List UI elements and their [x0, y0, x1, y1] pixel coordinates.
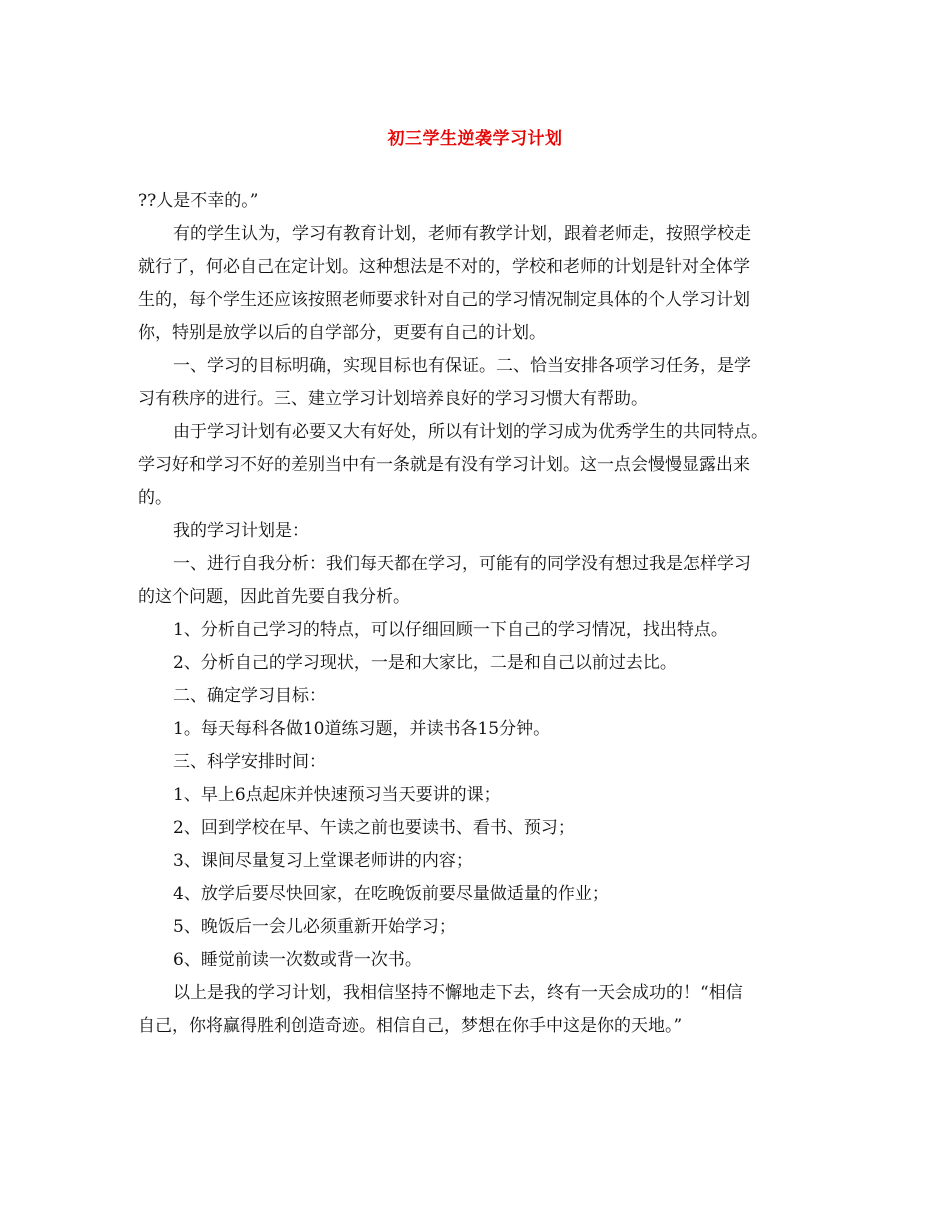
text-line: 三、科学安排时间：: [173, 752, 326, 772]
text-line: 就行了，何必自己在定计划。这种想法是不对的，学校和老师的计划是针对全体学: [138, 257, 750, 277]
text-line: 2、分析自己的学习现状，一是和大家比，二是和自己以前过去比。: [173, 653, 677, 673]
text-line: 自己，你将赢得胜利创造奇迹。相信自己，梦想在你手中这是你的天地。”: [138, 1016, 683, 1036]
text-line: 生的，每个学生还应该按照老师要求针对自己的学习情况制定具体的个人学习计划: [138, 290, 750, 310]
text-line: 1。每天每科各做10道练习题，并读书各15分钟。: [173, 719, 551, 739]
text-line: 我的学习计划是：: [173, 521, 309, 541]
text-line: 一、学习的目标明确，实现目标也有保证。二、恰当安排各项学习任务，是学: [173, 356, 751, 376]
text-line: 的这个问题，因此首先要自我分析。: [138, 587, 410, 607]
text-line: 一、进行自我分析：我们每天都在学习，可能有的同学没有想过我是怎样学习: [173, 554, 751, 574]
text-line: 由于学习计划有必要又大有好处，所以有计划的学习成为优秀学生的共同特点。: [173, 422, 768, 442]
text-line: 1、分析自己学习的特点，可以仔细回顾一下自己的学习情况，找出特点。: [173, 620, 728, 640]
text-line: 5、晚饭后一会儿必须重新开始学习；: [173, 917, 456, 937]
document-body: [138, 185, 828, 1043]
text-line: 2、回到学校在早、午读之前也要读书、看书、预习；: [173, 818, 575, 838]
text-line: 习有秩序的进行。三、建立学习计划培养良好的学习习惯大有帮助。: [138, 389, 648, 409]
text-line: 你，特别是放学以后的自学部分，更要有自己的计划。: [138, 323, 546, 343]
text-line: 3、课间尽量复习上堂课老师讲的内容；: [173, 851, 473, 871]
text-line: 二、确定学习目标：: [173, 686, 326, 706]
text-line: 的。: [138, 488, 172, 508]
text-line: 6、睡觉前读一次数或背一次书。: [173, 950, 422, 970]
text-line: 4、放学后要尽快回家，在吃晚饭前要尽量做适量的作业；: [173, 884, 609, 904]
text-line: 以上是我的学习计划，我相信坚持不懈地走下去，终有一天会成功的！“相信: [173, 983, 743, 1003]
document-title: 初三学生逆袭学习计划: [387, 129, 563, 149]
text-line: ??人是不幸的。”: [138, 191, 259, 211]
text-line: 学习好和学习不好的差别当中有一条就是有没有学习计划。这一点会慢慢显露出来: [138, 455, 750, 475]
text-line: 1、早上6点起床并快速预习当天要讲的课；: [173, 785, 501, 805]
text-line: 有的学生认为，学习有教育计划，老师有教学计划，跟着老师走，按照学校走: [173, 224, 751, 244]
